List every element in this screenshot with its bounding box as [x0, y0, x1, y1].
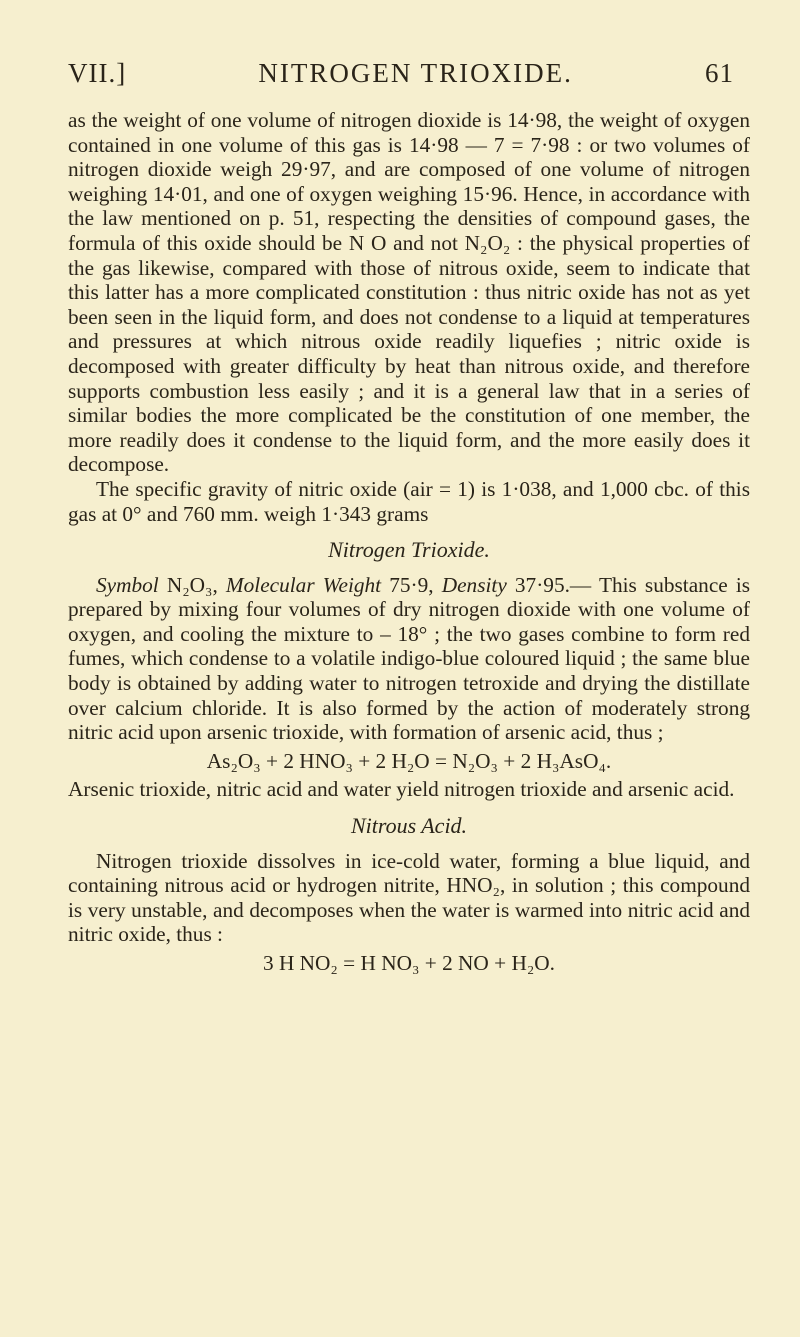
- equation-nitrous-acid: 3 H NO₂ = H NO₃ + 2 NO + H₂O.: [263, 951, 555, 975]
- paragraph-nitrous-acid: Nitrogen trioxide dissolves in ice-cold water, forming a blue liquid, and containing nitrous acid or hydrogen nitrite, HNO₂, in solution ; this compound is very unstable, and decomposes when the water is warmed into nitric acid and nitric oxide, thus :: [68, 848, 750, 947]
- section-heading-nitrogen-trioxide: Nitrogen Trioxide.: [328, 537, 490, 563]
- paragraph-specific-gravity: The specific gravity of nitric oxide (air = 1) is 1·038, and 1,000 cbc. of this gas at 0° and 760 mm. weigh 1·343 grams: [68, 476, 750, 526]
- molecular-weight-label: Molecular Weight: [225, 572, 382, 597]
- symbol-value: N₂O₃,: [166, 572, 218, 597]
- symbol-label: Symbol: [96, 572, 159, 597]
- density-label: Density: [441, 572, 507, 597]
- body-text: [68, 108, 750, 980]
- paragraph-nitrogen-trioxide: [68, 573, 750, 745]
- paragraph-continuation: as the weight of one volume of nitrogen dioxide is 14·98, the weight of oxygen contained in one volume of this gas is 14·98 — 7 = 7·98 : or two volumes of nitrogen dioxide weigh 29·97, and are composed of one volume of nitrogen weighing 14·01, and one of oxygen weighing 15·96. Hence, in accordance with the law mentioned on p. 51, respecting the densities of compound gases, the formula of this oxide should be N O and not N₂O₂ : the physical properties of the gas likewise, compared with those of nitrous oxide, seem to indicate that this latter has a more complicated constitution : thus nitric oxide has not as yet been seen in the liquid form, and does not condense to a liquid at temperatures and pressures at which nitrous oxide readily liquefies ; nitric oxide is decomposed with greater difficulty by heat than nitrous oxide, and therefore supports combustion less easily ; and it is a general law that in a series of similar bodies the more complicated be the constitution of one member, the more readily does it condense to the liquid form, and the more easily does it decompose.: [68, 108, 750, 477]
- density-value: 37·95.—: [514, 572, 592, 597]
- equation-arsenic: As₂O₃ + 2 HNO₃ + 2 H₂O = N₂O₃ + 2 H₃AsO₄.: [206, 748, 612, 773]
- paragraph-arsenic-explanation: Arsenic trioxide, nitric acid and water yield nitrogen trioxide and arsenic acid.: [68, 777, 735, 802]
- section-heading-nitrous-acid: Nitrous Acid.: [350, 813, 468, 839]
- section-body: This substance is prepared by mixing four volumes of dry nitrogen dioxide with one volume of oxygen, and cooling the mixture to – 18° ; the two gases combine to form red fumes, which condense to a volatile indigo-blue coloured liquid ; the same blue body is obtained by adding water to nitrogen tetroxide and drying the distillate over calcium chloride. It is also formed by the action of moderately strong nitric acid upon arsenic trioxide, with formation of arsenic acid, thus ;: [68, 572, 751, 745]
- chapter-number: VII.]: [68, 58, 127, 88]
- molecular-weight-value: 75·9,: [389, 572, 434, 597]
- page-title: NITROGEN TRIOXIDE.: [258, 58, 573, 88]
- page-number: 61: [704, 58, 734, 88]
- running-head: [68, 58, 734, 89]
